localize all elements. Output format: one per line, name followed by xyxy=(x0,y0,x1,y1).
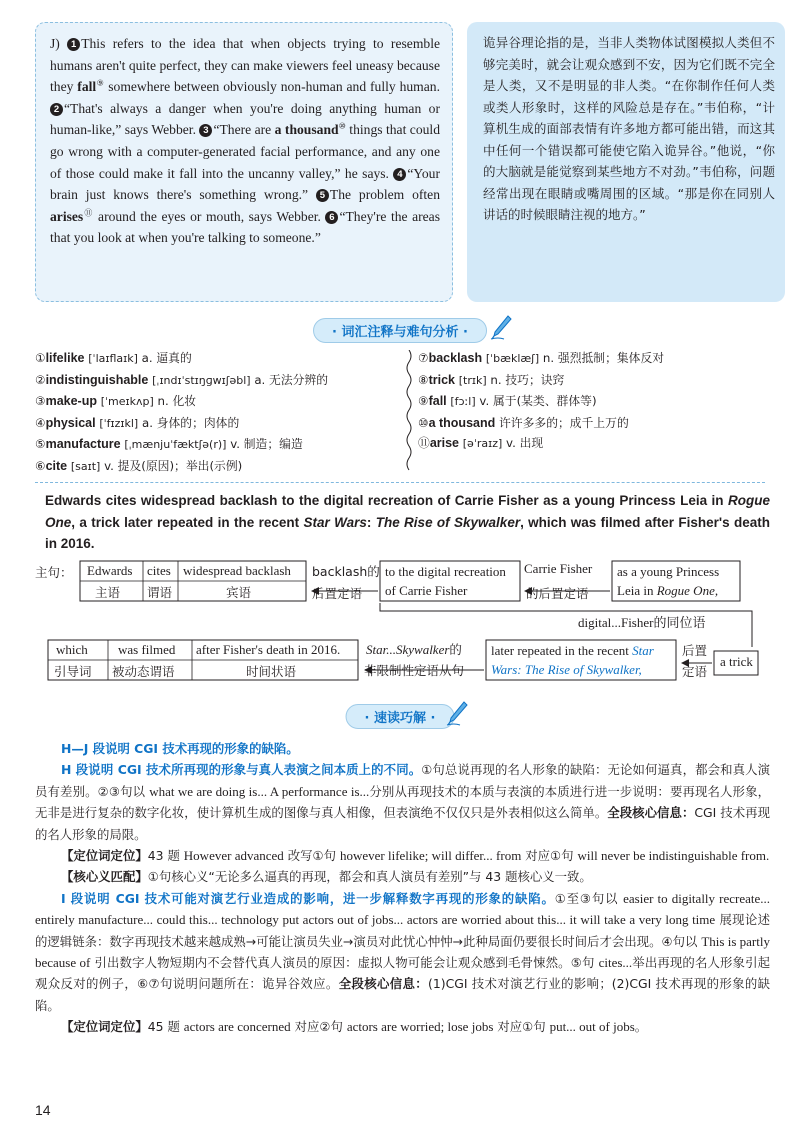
to-digital-line-1: to the digital recreation xyxy=(385,564,506,579)
pen-icon xyxy=(446,700,468,726)
backlash-modifier-label-2: 后置定语 xyxy=(312,586,363,601)
appositive-label: digital...Fisher的同位语 xyxy=(578,615,706,630)
sentence-3: “There are xyxy=(213,122,272,138)
sentence-3-end: things that could go wrong with a computer-generated facial performance, and any one of those could make it fall into the uncanny valley,” he says. xyxy=(50,122,441,181)
paragraph-label: J) xyxy=(50,36,60,51)
sentence-number: 5 xyxy=(316,189,329,202)
chinese-translation: 诡异谷理论指的是，当非人类物体试图模拟人类但不够完美时，就会让观众感到不安，因为它们既不完全是人类，又不是明显的非人类。“在你制作任何人类或类人形象时，这样的风险总是存在。”韦伯称，“计算机生成的面部表情有许多地方都可能出错，而这其中任何一个错误都可能使它陷入诡异谷。”他说，“你的大脑就是能觉察到某些地方不对劲。”韦伯称，问题经常出现在眼睛或嘴周围的区域。“那是你在同别人讲话的时候眼睛注视的地方。” xyxy=(483,35,775,222)
sentence-number: 4 xyxy=(393,168,406,181)
sentence-number: 3 xyxy=(199,124,212,137)
which-word: which xyxy=(56,642,88,657)
match-43: 【核心义匹配】①句核心义“无论多么逼真的再现，都会和真人演员有差别”与 43 题核心义一致。 xyxy=(61,869,592,885)
sentence-4: “Your brain just knows there's something wrong.” xyxy=(50,165,440,203)
to-digital-line-2: of Carrie Fisher xyxy=(385,583,468,598)
vocab-item: ④physical [ˈfɪzɪkl] a. 身体的；肉体的 xyxy=(35,415,240,430)
verb: cites xyxy=(147,563,171,578)
vocab-column-left xyxy=(35,348,400,477)
vocab-section-title: · 词汇注释与难句分析 · xyxy=(313,318,487,343)
object: widespread backlash xyxy=(183,563,291,578)
nonrestrictive-label-2: 非限制性定语从句 xyxy=(364,663,465,678)
vocab-item: ⑨fall [fɔːl] v. 属于(某类、群体等) xyxy=(418,394,597,408)
section-divider xyxy=(35,482,765,483)
nonrestrictive-label-1: Star...Skywalker的 xyxy=(366,642,462,657)
subject-role: 主语 xyxy=(95,585,121,600)
vocab-ref: ⑨ xyxy=(96,78,105,88)
sentence-2: “That's always a danger when you're doing anything human or human-like,” says Webber. xyxy=(50,100,440,138)
wavy-divider xyxy=(405,350,413,474)
vocab-ref: ⑪ xyxy=(83,208,94,218)
difficult-sentence: Edwards cites widespread backlash to the digital recreation of Carrie Fisher as a young Princess Leia in Rogue One, a trick later repeated in the recent Star Wars: The Rise of Skywalker, which was filmed after Fisher's death in 2016. xyxy=(45,493,770,551)
page-number: 14 xyxy=(35,1102,51,1118)
vocab-item: ⑤manufacture [ˌmænjuˈfæktʃə(r)] v. 制造；编造 xyxy=(35,437,303,451)
vocab-item: ②indistinguishable [ˌɪndɪˈstɪŋɡwɪʃəbl] a. 无法分辨的 xyxy=(35,372,329,387)
vocab-highlight: arises xyxy=(50,208,84,224)
vocab-list xyxy=(35,348,775,476)
locate-45: 【定位词定位】45 题 actors are concerned 对应②句 actors are worried; lose jobs 对应①句 put... out of jobs。 xyxy=(61,1019,648,1035)
vocab-section-header xyxy=(0,314,800,344)
vocab-item: ⑦backlash [ˈbæklæʃ] n. 强烈抵制；集体反对 xyxy=(418,351,665,365)
sentence-diagram xyxy=(0,555,800,695)
locate-43: 【定位词定位】43 题 However advanced 改写①句 however lifelike; will differ... from 对应①句 will never be indistinguishable from. xyxy=(61,848,770,864)
sentence-1-end: somewhere between obviously non-human and fully human. xyxy=(108,79,440,95)
young-leia-line-2: Leia in Rogue One, xyxy=(617,583,719,598)
paragraph-h-analysis: H 段说明 CGI 技术所再现的形象与真人表演之间本质上的不同。①句总说再现的名人形象的缺陷：无论如何逼真，都会和真人演员有差别。②③句以 what we are doing is... A performance is...分别从再现技术的本质与表演的本质进行进一步说明：要再现名人形象，无非是进行复杂的数字化妆，使计算机生成的图像与真人相像，但表演绝不仅仅只是外表相似这么简单。全段核心信息：CGI 技术再现的名人形象的局限。 xyxy=(35,762,771,842)
speed-section-title: · 速读巧解 · xyxy=(346,704,455,729)
cf-modifier-label-2: 的后置定语 xyxy=(526,586,589,601)
post-label-2: 定语 xyxy=(682,664,708,679)
object-role: 宾语 xyxy=(226,585,252,600)
vocab-item: ⑧trick [trɪk] n. 技巧；诀窍 xyxy=(418,372,565,387)
main-clause-label: 主句： xyxy=(35,565,73,580)
verb-role: 谓语 xyxy=(147,585,173,600)
sentence-number: 6 xyxy=(325,211,338,224)
vocab-item: ⑪arise [əˈraɪz] v. 出现 xyxy=(418,436,544,450)
overview-line: H—J 段说明 CGI 技术再现的形象的缺陷。 xyxy=(61,741,299,756)
sentence-1: This refers to the idea that when objects trying to resemble humans aren't quite perfect, they can make viewers feel uneasy because they xyxy=(50,36,441,95)
was-filmed: was filmed xyxy=(118,642,176,657)
sentence-6: “They're the areas that you look at when you're talking to someone.” xyxy=(50,208,441,246)
english-passage-box xyxy=(35,22,453,302)
vocab-item: ⑩a thousand 许许多多的；成千上万的 xyxy=(418,415,629,430)
pen-icon xyxy=(490,314,512,340)
a-trick: a trick xyxy=(720,654,753,669)
vocab-item: ③make-up [ˈmeɪkʌp] n. 化妆 xyxy=(35,394,197,408)
which-role: 引导词 xyxy=(54,664,92,679)
backlash-modifier-label-1: backlash的 xyxy=(312,564,380,579)
chinese-translation-box xyxy=(467,22,785,302)
later-repeated-line-1: later repeated in the recent Star xyxy=(491,643,654,658)
was-filmed-role: 被动态谓语 xyxy=(112,664,175,679)
vocab-highlight: a thousand xyxy=(274,122,339,138)
post-label-1: 后置 xyxy=(682,643,708,658)
later-repeated-line-2: Wars: The Rise of Skywalker, xyxy=(491,662,642,677)
vocab-item: ⑥cite [saɪt] v. 提及(原因)；举出(示例) xyxy=(35,458,243,473)
after-death-role: 时间状语 xyxy=(246,664,297,679)
passage-area xyxy=(35,22,785,302)
vocab-item: ①lifelike [ˈlaɪflaɪk] a. 逼真的 xyxy=(35,351,192,365)
vocab-highlight: fall xyxy=(77,79,97,95)
vocab-column-right xyxy=(418,348,778,455)
speed-section-header xyxy=(0,700,800,730)
sentence-number: 2 xyxy=(50,103,63,116)
sentence-number: 1 xyxy=(67,38,80,51)
vocab-ref: ⑩ xyxy=(338,121,346,131)
cf-modifier-label-1: Carrie Fisher xyxy=(524,561,593,576)
subject: Edwards xyxy=(87,563,133,578)
young-leia-line-1: as a young Princess xyxy=(617,564,720,579)
speed-reading-analysis xyxy=(35,738,770,1038)
sentence-5-end: around the eyes or mouth, says Webber. xyxy=(98,208,321,224)
paragraph-i-analysis: I 段说明 CGI 技术可能对演艺行业造成的影响，进一步解释数字再现的形象的缺陷。①至③句以 easier to digitally recreate... entirely manufacture... could this... technology put actors out of jobs... actors are worried about this... it will take a very long time 展现论述的逻辑链条：数字再现技术越来越成熟→可能让演员失业→演员对此忧心忡忡→此种局面仍要很长时间后才会出现。④句以 This is partly because of 引出数字人物短期内不会替代真人演员的原因：虚拟人物可能会让观众感到毛骨悚然。⑤句 cites...举出再现的名人形象引起观众反对的例子，⑥⑦句说明问题所在：诡异谷效应。全段核心信息：(1)CGI 技术对演艺行业的影响；(2)CGI 技术再现的形象的缺陷。 xyxy=(35,890,771,1013)
sentence-5: The problem often xyxy=(329,187,440,203)
after-death: after Fisher's death in 2016. xyxy=(196,642,341,657)
